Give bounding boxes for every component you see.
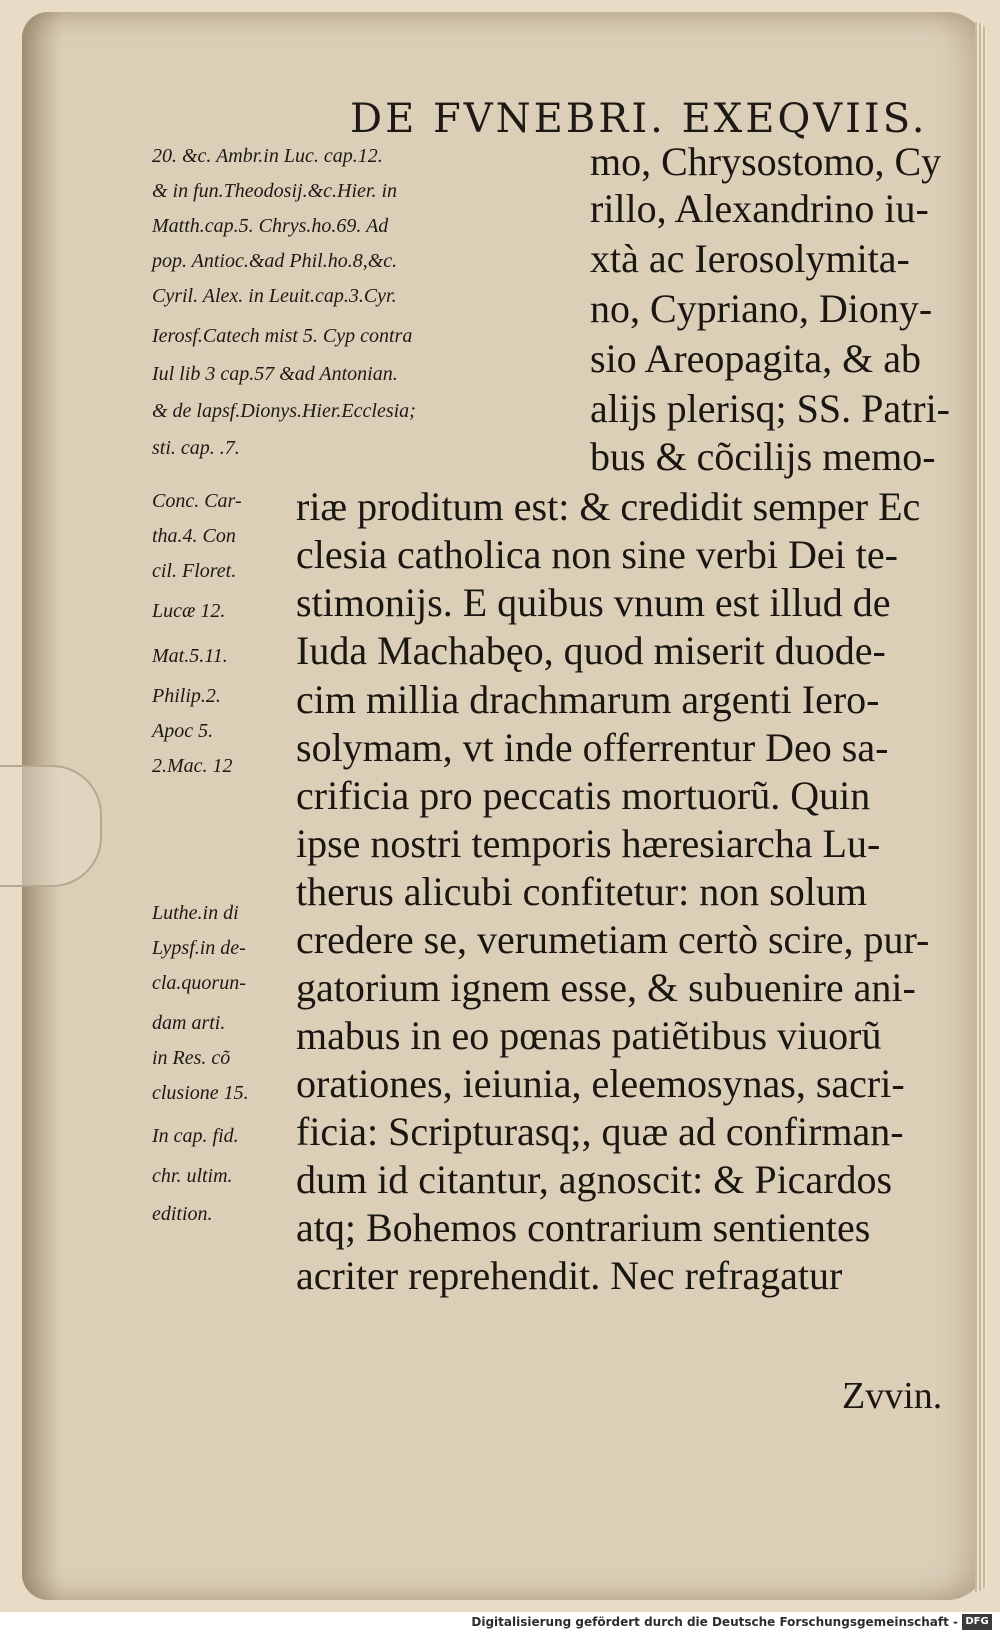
text-line: gatorium ignem esse, & subuenire ani- [296,965,916,1010]
margin-note: tha.4. Con [152,525,236,547]
margin-note: Matth.cap.5. Chrys.ho.69. Ad [152,215,389,237]
footer-credit: Digitalisierung gefördert durch die Deutsche Forschungsgemeinschaft - [471,1615,958,1629]
margin-note: Philip.2. [152,685,221,707]
margin-note: 20. &c. Ambr.in Luc. cap.12. [152,145,383,167]
margin-note: Lucæ 12. [152,600,226,622]
margin-note: chr. ultim. [152,1165,233,1187]
margin-note: pop. Antioc.&ad Phil.ho.8,&c. [152,250,398,272]
text-line: dum id citantur, agnoscit: & Picardos [296,1157,893,1202]
text-line: bus & cõcilijs memo- [590,434,936,479]
page-tab-marker [0,765,102,887]
text-line: ipse nostri temporis hæresiarcha Lu- [296,821,881,866]
margin-note: & in fun.Theodosij.&c.Hier. in [152,180,397,202]
margin-note: cla.quorun- [152,972,246,994]
margin-note: Apoc 5. [152,720,214,742]
margin-note: 2.Mac. 12 [152,755,233,777]
margin-note: Lypsf.in de- [152,937,246,959]
text-line: credere se, verumetiam certò scire, pur- [296,917,930,962]
text-line: atq; Bohemos contrarium sentientes [296,1205,871,1250]
text-line: sio Areopagita, & ab [590,336,922,381]
text-line: therus alicubi confitetur: non solum [296,869,867,914]
text-line: riæ proditum est: & credidit semper Ec [296,484,921,529]
text-line: acriter reprehendit. Nec refragatur [296,1253,843,1298]
margin-note: In cap. fid. [152,1125,239,1147]
margin-note: Ierosf.Catech mist 5. Cyp contra [152,325,413,347]
running-head: DE FVNEBRI. EXEQVIIS. [350,96,928,142]
text-line: ficia: Scripturasq;, quæ ad confirman- [296,1109,904,1154]
catchword: Zvvin. [842,1375,943,1417]
margin-note: Cyril. Alex. in Leuit.cap.3.Cyr. [152,285,397,307]
text-line: mo, Chrysostomo, Cy [590,139,942,184]
margin-note: sti. cap. .7. [152,437,240,459]
page-edge [975,22,987,1592]
text-line: alijs plerisq; SS. Patri- [590,386,950,431]
margin-note: & de lapsf.Dionys.Hier.Ecclesia; [152,400,416,422]
text-line: orationes, ieiunia, eleemosynas, sacri- [296,1061,905,1106]
margin-note: Luthe.in di [152,902,239,924]
text-line: cim millia drachmarum argenti Iero- [296,677,880,722]
text-line: rillo, Alexandrino iu- [590,186,929,231]
text-line: stimonijs. E quibus vnum est illud de [296,580,891,625]
digitization-footer [0,1612,1000,1635]
margin-note: dam arti. [152,1012,226,1034]
dfg-logo: DFG [962,1614,992,1630]
text-line: mabus in eo pœnas patiẽtibus viuorũ [296,1013,882,1058]
text-line: xtà ac Ierosolymita- [590,236,910,281]
text-line: Iuda Machabęo, quod miserit duode- [296,628,886,673]
margin-note: edition. [152,1203,213,1225]
margin-note: Mat.5.11. [152,645,228,667]
margin-note: Conc. Car- [152,490,242,512]
margin-note: Iul lib 3 cap.57 &ad Antonian. [152,363,398,385]
margin-note: clusione 15. [152,1082,249,1104]
text-line: clesia catholica non sine verbi Dei te- [296,532,898,577]
text-line: crificia pro peccatis mortuorũ. Quin [296,773,871,818]
margin-note: in Res. cõ [152,1047,231,1069]
margin-note: cil. Floret. [152,560,237,582]
text-line: solymam, vt inde offerrentur Deo sa- [296,725,889,770]
text-line: no, Cypriano, Diony- [590,286,933,331]
